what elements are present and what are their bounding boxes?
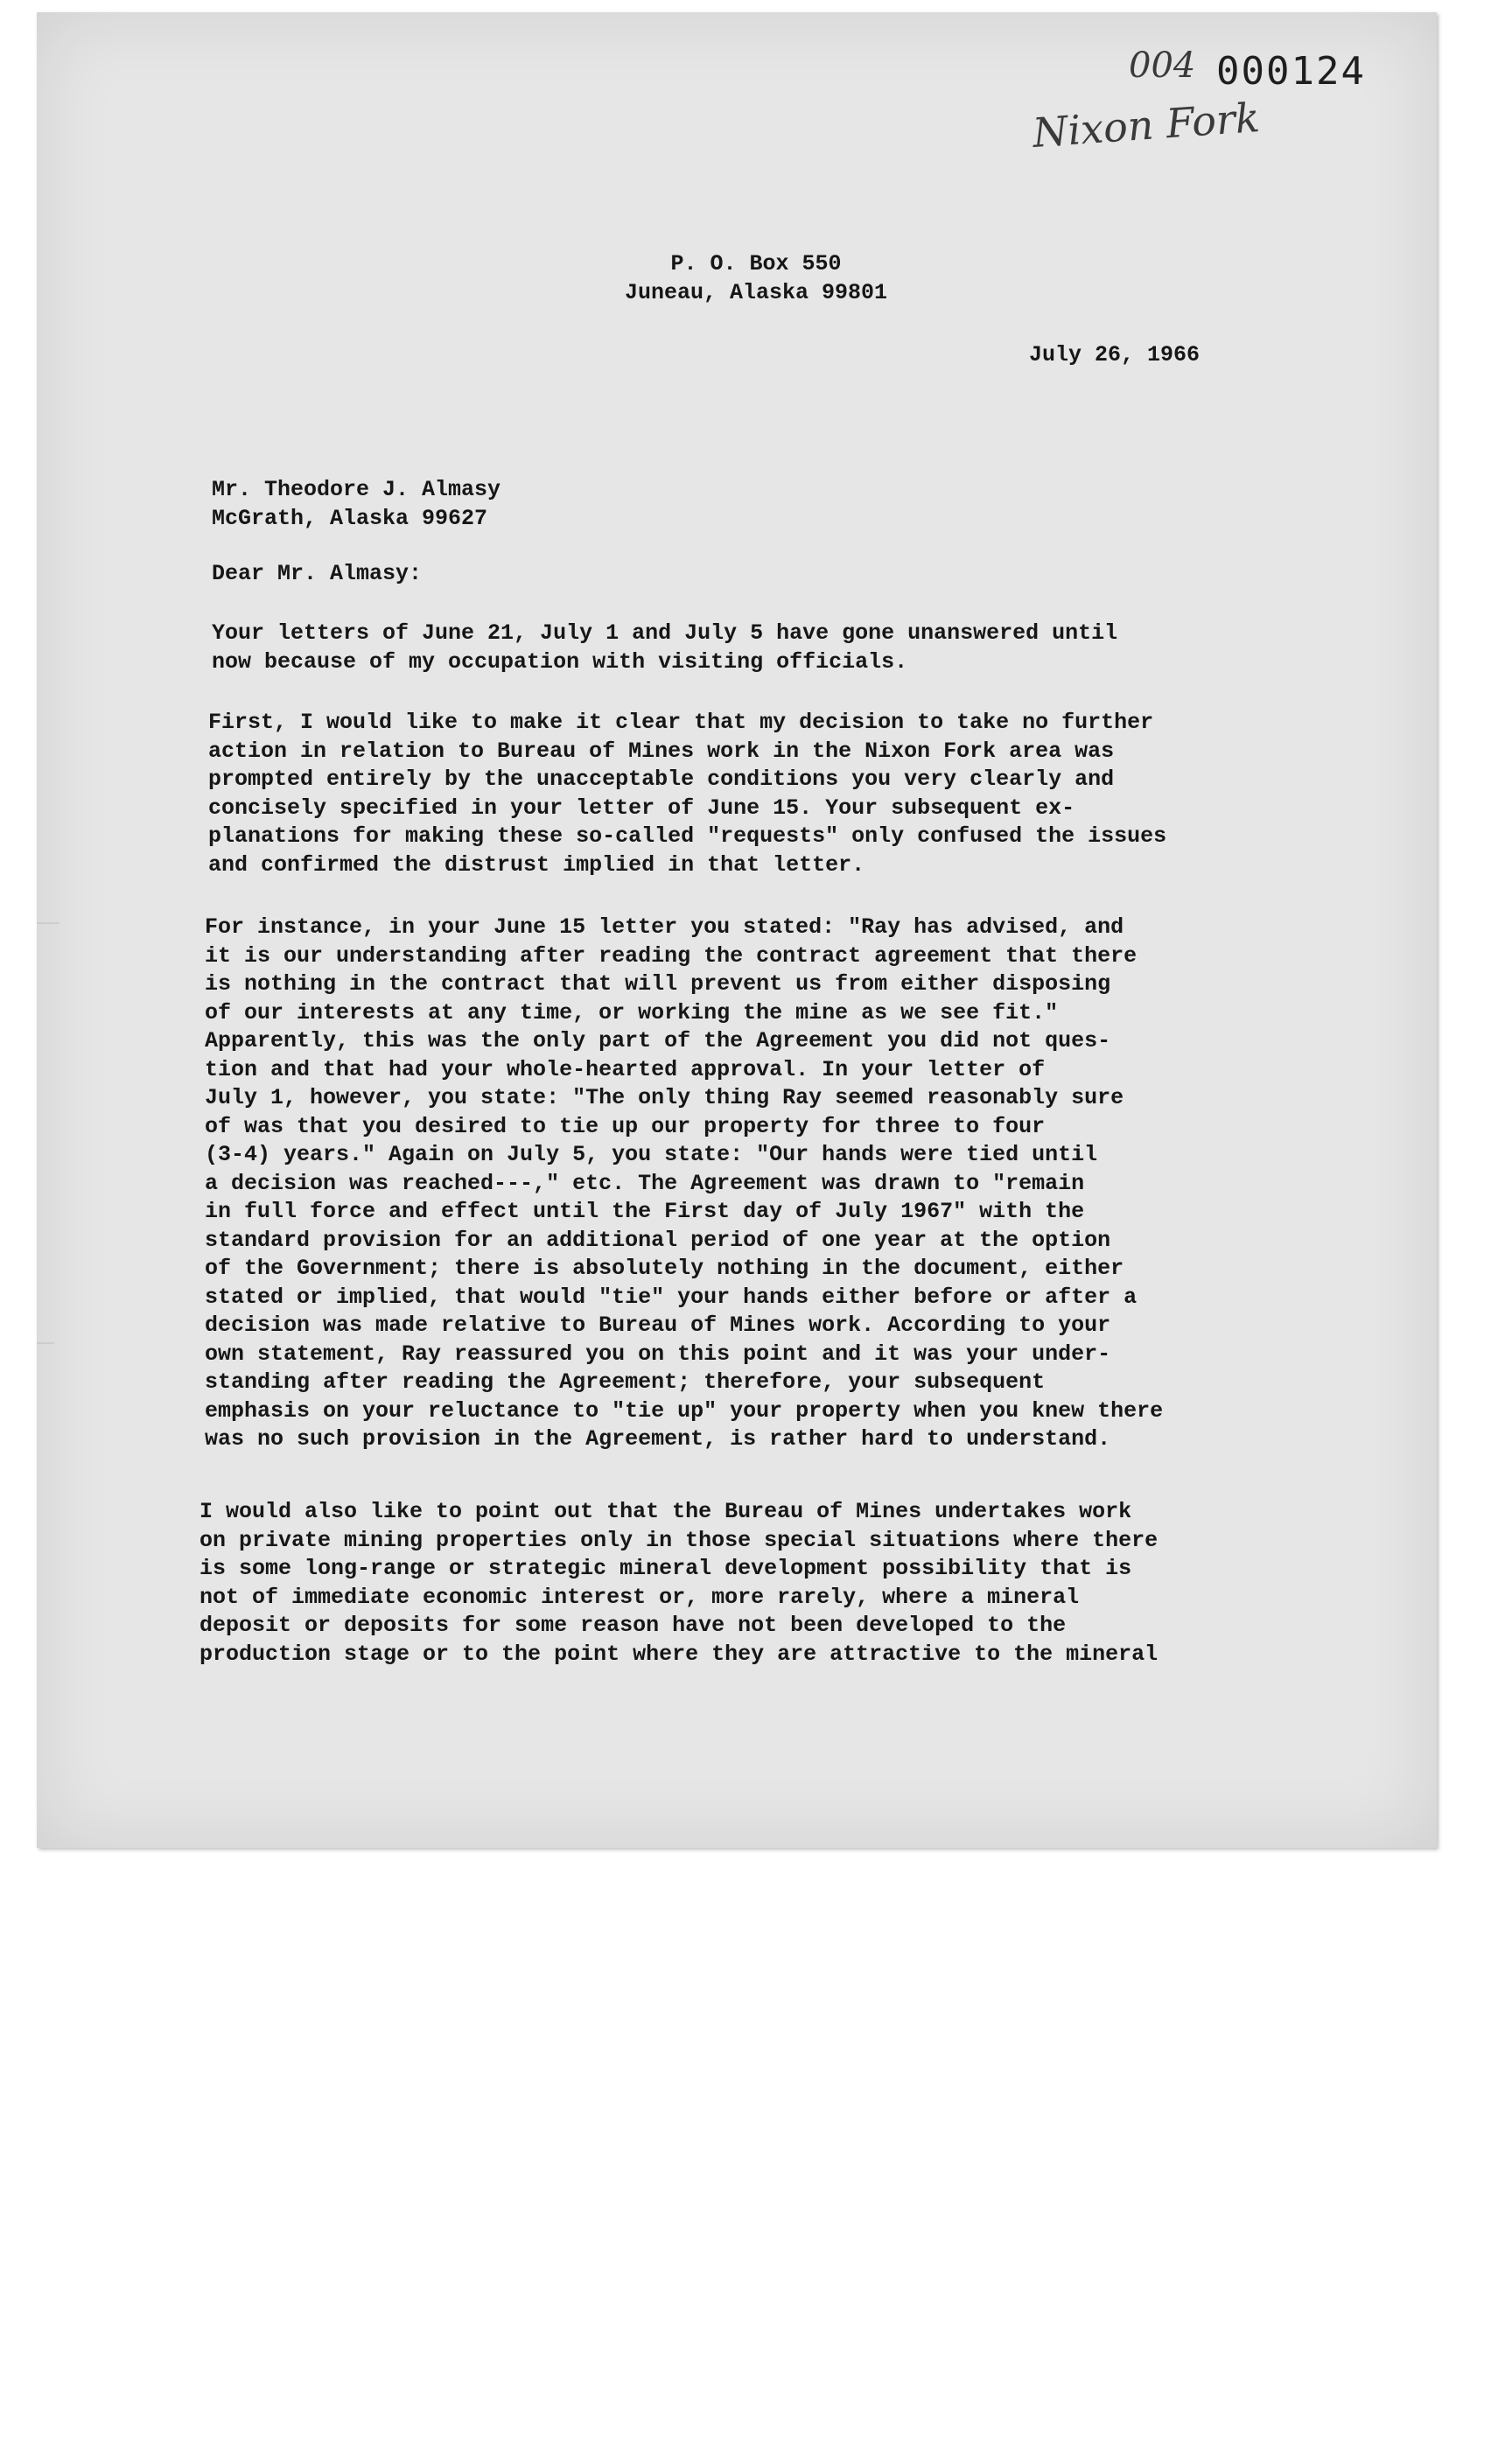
page-edge-mark bbox=[37, 1342, 54, 1344]
paragraph-line: action in relation to Bureau of Mines work in the Nixon Fork area was bbox=[208, 738, 1115, 764]
paragraph-line: I would also like to point out that the Bureau of Mines undertakes work bbox=[200, 1499, 1132, 1524]
paragraph-line: tion and that had your whole-hearted approval. In your letter of bbox=[205, 1056, 1046, 1082]
paragraph-line: now because of my occupation with visiting officials. bbox=[212, 648, 908, 675]
paragraph-line: planations for making these so-called "requests" only confused the issues bbox=[208, 823, 1167, 849]
paragraph-line: of the Government; there is absolutely nothing in the document, either bbox=[205, 1256, 1124, 1281]
paragraph-3 bbox=[205, 914, 1163, 1454]
paragraph-line: standing after reading the Agreement; therefore, your subsequent bbox=[205, 1369, 1046, 1395]
letterhead-line2: Juneau, Alaska 99801 bbox=[624, 279, 888, 305]
page-edge-mark bbox=[37, 922, 60, 924]
paragraph-line: and confirmed the distrust implied in that letter. bbox=[208, 851, 865, 878]
letterhead bbox=[0, 250, 1512, 307]
paragraph-line: on private mining properties only in those special situations where there bbox=[200, 1527, 1158, 1553]
stamped-document-number: 000124 bbox=[1216, 49, 1366, 94]
paragraph-line: deposit or deposits for some reason have not been developed to the bbox=[200, 1613, 1067, 1638]
paragraph-line: was no such provision in the Agreement, is rather hard to understand. bbox=[205, 1426, 1111, 1452]
recipient-name: Mr. Theodore J. Almasy bbox=[212, 477, 501, 502]
paragraph-line: it is our understanding after reading the contract agreement that there bbox=[205, 942, 1138, 969]
paragraph-line: decision was made relative to Bureau of Mines work. According to your bbox=[205, 1312, 1111, 1338]
paragraph-line: own statement, Ray reassured you on this point and it was your under- bbox=[205, 1340, 1111, 1367]
paragraph-line: For instance, in your June 15 letter you stated: "Ray has advised, and bbox=[205, 914, 1124, 940]
paragraph-line: stated or implied, that would "tie" your hands either before or after a bbox=[205, 1284, 1138, 1310]
paragraph-line: is nothing in the contract that will prevent us from either disposing bbox=[205, 971, 1111, 997]
paragraph-line: Apparently, this was the only part of the Agreement you did not ques- bbox=[205, 1028, 1111, 1054]
paragraph-line: of was that you desired to tie up our property for three to four bbox=[205, 1113, 1046, 1139]
paragraph-line: First, I would like to make it clear that my decision to take no further bbox=[208, 710, 1154, 735]
paragraph-4 bbox=[200, 1498, 1158, 1669]
paragraph-line: emphasis on your reluctance to "tie up" your property when you knew there bbox=[205, 1397, 1164, 1424]
paragraph-line: not of immediate economic interest or, more rarely, where a mineral bbox=[200, 1584, 1080, 1610]
paragraph-line: in full force and effect until the First day of July 1967" with the bbox=[205, 1199, 1085, 1224]
paragraph-line: of our interests at any time, or working the mine as we see fit." bbox=[205, 999, 1059, 1026]
letterhead-line1: P. O. Box 550 bbox=[670, 251, 842, 276]
paragraph-2 bbox=[208, 709, 1166, 879]
paragraph-line: prompted entirely by the unacceptable conditions you very clearly and bbox=[208, 766, 1115, 792]
paragraph-line: production stage or to the point where they are attractive to the mineral bbox=[200, 1641, 1158, 1667]
paragraph-line: (3-4) years." Again on July 5, you state: "Our hands were tied until bbox=[205, 1142, 1098, 1167]
salutation: Dear Mr. Almasy: bbox=[212, 561, 423, 586]
paragraph-line: standard provision for an additional period of one year at the option bbox=[205, 1227, 1111, 1253]
recipient-address: McGrath, Alaska 99627 bbox=[212, 505, 488, 531]
paragraph-line: concisely specified in your letter of June 15. Your subsequent ex- bbox=[208, 794, 1075, 821]
paragraph-line: July 1, however, you state: "The only thing Ray seemed reasonably sure bbox=[205, 1085, 1124, 1110]
recipient-block bbox=[212, 476, 500, 533]
handwritten-note: Nixon Fork bbox=[1031, 94, 1262, 157]
handwritten-prefix: 004 bbox=[1129, 46, 1196, 86]
paragraph-line: is some long-range or strategic mineral development possibility that is bbox=[200, 1556, 1132, 1581]
paragraph-1 bbox=[212, 620, 1117, 676]
letter-date: July 26, 1966 bbox=[1029, 342, 1200, 368]
paragraph-line: Your letters of June 21, July 1 and July 5 have gone unanswered until bbox=[212, 620, 1118, 646]
paragraph-line: a decision was reached---," etc. The Agreement was drawn to "remain bbox=[205, 1170, 1085, 1196]
